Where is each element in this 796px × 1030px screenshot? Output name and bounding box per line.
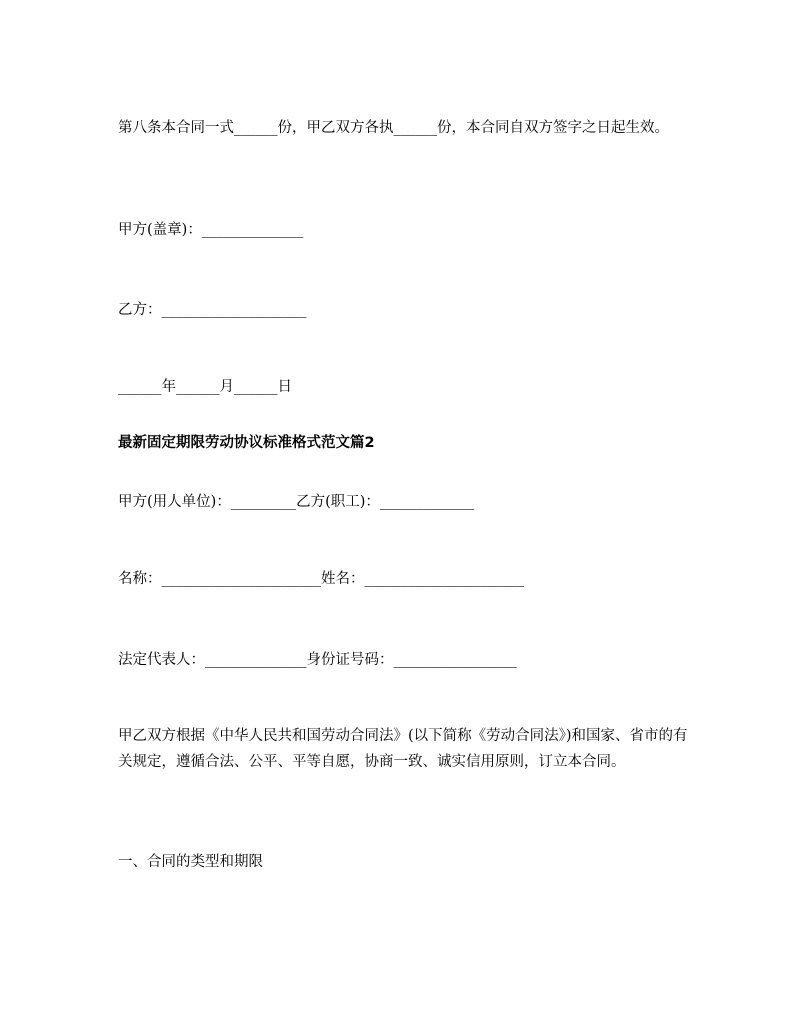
date-line: ______年______月______日	[118, 379, 292, 395]
intro-paragraph: 甲乙双方根据《中华人民共和国劳动合同法》(以下简称《劳动合同法》)和国家、省市的有关规定，遵循合法、公平、平等自愿，协商一致、诚实信用原则，订立本合同。	[118, 728, 688, 770]
clause-8-paragraph: 第八条本合同一式______份，甲乙双方各执______份，本合同自双方签字之日起生效。	[118, 120, 669, 136]
employer-employee-line: 甲方(用人单位)：_________乙方(职工)：_____________	[118, 494, 475, 510]
legal-representative-line: 法定代表人：______________身份证号码：_________________	[118, 652, 517, 668]
section-1-title: 一、合同的类型和期限	[118, 854, 263, 870]
name-line: 名称：______________________姓名：______________________	[118, 571, 524, 587]
section-heading: 最新固定期限劳动协议标准格式范文篇2	[118, 435, 375, 451]
party-b-line: 乙方：____________________	[118, 302, 307, 318]
party-a-seal-line: 甲方(盖章)：______________	[118, 222, 304, 238]
